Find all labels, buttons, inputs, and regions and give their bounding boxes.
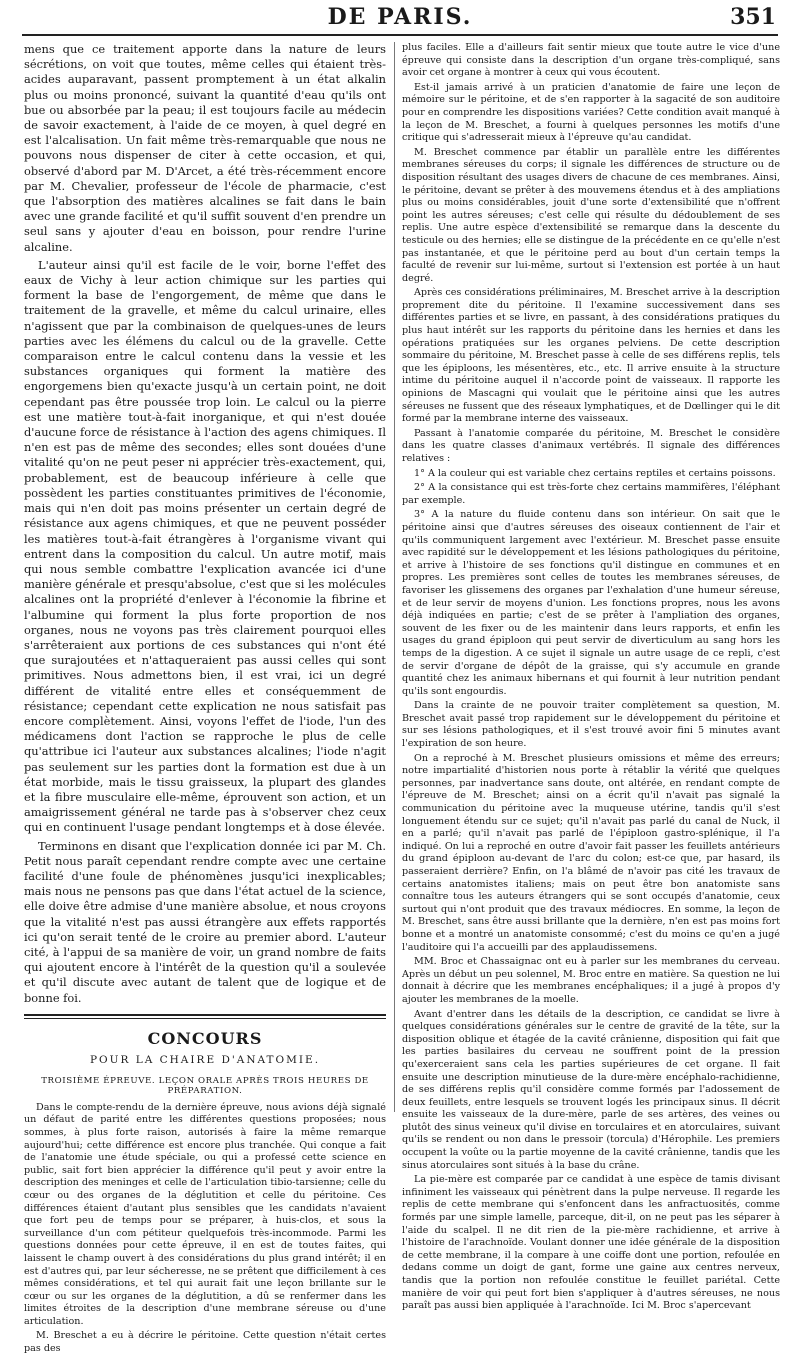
paragraph: La pie-mère est comparée par ce candidat à une espèce de tamis divisant infiniment les vaisseaux qui pénètrent dans la pulpe nerveuse. Il regarde les replis de cette membrane qui s'enfoncent dans les anfractuosités, comme formés par une simple lamelle, parceque, dit-il, on ne peut pas les séparer à l'aide du scalpel. Il ne dit rien de la pie-mère rachidienne, et arrive à l'histoire de l'arachnoïde. Voulant donner une idée générale de la disposition de cette membrane, il la compare à une coiffe dont une portion, refoulée en dedans comme un doigt de gant, forme une gaine aux centres nerveux, tandis que la portion non refoulée constitue le feuillet pariétal. Cette manière de voir qui peut fort bien s'appliquer à d'autres séreuses, ne nous paraît pas aussi bien appliquée à l'arachnoïde. Ici M. Broc s'apercevant bbox=[402, 1174, 780, 1312]
paragraph: M. Breschet commence par établir un parallèle entre les différentes membranes séreuses du corps; il signale les différences de structure ou de disposition résultant des usages divers de chacune de ces membranes. Ainsi, le péritoine, devant se prêter à des mouvemens étendus et à des ampliations plus ou moins considérables, jouit d'une sorte d'extensibilité que n'offrent point les autres séreuses; c'est celle qui résulte du dédoublement de ses replis. Une autre espèce d'extensibilité se remarque dans la descente du testicule ou des hernies; elle se distingue de la précédente en ce qu'elle n'est pas instantanée, et que le péritoine perd au bout d'un certain temps la faculté de revenir sur lui-même, surtout si l'extension est portée à un haut degré. bbox=[402, 146, 780, 284]
paragraph: Passant à l'anatomie comparée du péritoine, M. Breschet le considère dans les quatre classes d'animaux vertébrés. Il signale des différences relatives : bbox=[402, 427, 780, 464]
left-column bbox=[24, 42, 386, 1355]
paragraph: MM. Broc et Chassaignac ont eu à parler sur les membranes du cerveau. Après un début un peu solennel, M. Broc entre en matière. Sa question ne lui donnait à décrire que les membranes encéphaliques; il a jugé à propos d'y ajouter les membranes de la moelle. bbox=[402, 956, 780, 1005]
page-number: 351 bbox=[730, 4, 776, 30]
section-rule bbox=[24, 1018, 386, 1019]
column-divider bbox=[394, 42, 395, 1112]
right-column bbox=[402, 42, 780, 1312]
list-item: 3° A la nature du fluide contenu dans son intérieur. On sait que le péritoine ainsi que d'autres séreuses des oiseaux contiennent de l'air et qu'ils communiquent largement avec l'extérieur. M. Breschet passe ensuite avec rapidité sur le développement et les lésions pathologiques du péritoine, et arrive à l'histoire de ses fonctions qu'il distingue en communes et en propres. Les premières sont celles de toutes les membranes séreuses, de favoriser les glissemens des organes par l'exhalation d'une humeur séreuse, et de leur servir de moyens d'union. Les fonctions propres, nous les avons déjà indiquées en partie; c'est de se prêter à l'ampliation des organes, souvent de les fixer ou de les maintenir dans leurs rapports, et enfin les usages du grand épiploon qui peut servir de diverticulum au sang hors les temps de la digestion. A ce sujet il signale un autre usage de ce repli, c'est de servir d'organe de dépôt de la graisse, qui s'y accumule en grande quantité chez les animaux hibernans et qui fournit à leur nutrition pendant qu'ils sont engourdis. bbox=[402, 509, 780, 697]
list-item: 1° A la couleur qui est variable chez certains reptiles et certains poissons. bbox=[414, 467, 776, 479]
page-header bbox=[0, 0, 800, 36]
paragraph: M. Breschet a eu à décrire le péritoine. Cette question n'était certes pas des bbox=[24, 1330, 386, 1355]
paragraph: Est-il jamais arrivé à un praticien d'anatomie de faire une leçon de mémoire sur le péritoine, et de s'en rapporter à la sagacité de son auditoire pour en comprendre les dispositions variées? Cette condition avait manqué à la leçon de M. Breschet, a fourni à quelques personnes les motifs d'une critique qui s'adresserait mieux à l'épreuve qu'au candidat. bbox=[402, 81, 780, 144]
section-title: CONCOURS bbox=[147, 1028, 263, 1048]
paragraph: On a reproché à M. Breschet plusieurs omissions et même des erreurs; notre impartialité d'historien nous porte à rétablir la vérité que quelques personnes, par inadvertance sans doute, ont altérée, en rendant compte de l'épreuve de M. Breschet; ainsi on a écrit qu'il n'avait pas signalé la communication du péritoine avec la muqueuse utérine, tandis qu'il s'est longuement étendu sur ce sujet; qu'il n'avait pas parlé du canal de Nuck, il en a parlé; qu'il n'avait pas parlé de l'épiploon gastro-splénique, il l'a indiqué. On lui a reproché en outre d'avoir fait passer les feuillets antérieurs du grand épiploon au-devant de l'arc du colon; est-ce que, par hasard, ils passeraient derrière? Enfin, on l'a blâmé de n'avoir pas cité les travaux de certains anatomistes italiens; mais on peut être bon anatomiste sans connaître tous les auteurs étrangers qui se sont occupés d'anatomie, ceux surtout qui n'ont produit que des travaux médiocres. En somme, la leçon de M. Breschet, sans être aussi brillante que la dernière, n'en est pas moins fort bonne et a montré un anatomiste consommé; c'est du moins ce qu'en a jugé l'auditoire qui l'a accueilli par des applaudissemens. bbox=[402, 752, 780, 953]
section-rule bbox=[24, 1014, 386, 1016]
running-title: DE PARIS. bbox=[327, 4, 473, 30]
section-subtitle: POUR LA CHAIRE D'ANATOMIE. bbox=[89, 1053, 321, 1066]
paragraph: Avant d'entrer dans les détails de la description, ce candidat se livre à quelques considérations générales sur le centre de gravité de la tête, sur la disposition oblique et étagée de la cavité crânienne, disposition qui fait que les parties basilaires du cerveau ne souffrent point de la pression qu'exerceraient sans cela les parties supérieures de cet organe. Il fait ensuite une description minutieuse de la dure-mère encéphalo-rachidienne, de ses différens replis qu'il considère comme formés par l'adossement de deux feuillets, entre lesquels se trouvent logés les principaux sinus. Il décrit ensuite les vaisseaux de la dure-mère, parle de ses artères, des veines ou plutôt des sinus veineux qu'il divise en torculaires et en atorculaires, suivant qu'ils se rendent ou non dans le pressoir (torcula) d'Hérophile. Les premiers occupent la voûte ou la partie moyenne de la cavité crânienne, tandis que les sinus atorculaires sont situés à la base du crâne. bbox=[402, 1008, 780, 1171]
paragraph: mens que ce traitement apporte dans la nature de leurs sécrétions, on voit que toutes, même celles qui étaient très-acides auparavant, passent promptement à un état alkalin plus ou moins prononcé, suivant la quantité d'eau qu'ils ont bue ou absorbée par la peau; il est toujours facile au médecin de savoir exactement, à l'aide de ce moyen, à quel degré en est l'alcalisation. Un fait même très-remarquable que nous ne pouvons nous dispenser de citer à cette occasion, et qui, observé d'abord par M. D'Arcet, a été très-récemment encore par M. Chevalier, professeur de l'école de pharmacie, c'est que l'absorption des matières alcalines se fait dans le bain avec une grande facilité et qu'il suffit souvent d'en prendre un seul sans y ajouter d'eau en boisson, pour rendre l'urine alcaline. bbox=[24, 42, 386, 254]
paragraph: Dans la crainte de ne pouvoir traiter complètement sa question, M. Breschet avait passé trop rapidement sur le développement du péritoine et sur ses lésions pathologiques, et il s'est trouvé avoir fini 5 minutes avant l'expiration de son heure. bbox=[402, 700, 780, 750]
paragraph: plus faciles. Elle a d'ailleurs fait sentir mieux que toute autre le vice d'une épreuve qui consiste dans la description d'un organe très-compliqué, sans avoir cet organe à montrer à ceux qui vous écoutent. bbox=[402, 42, 780, 79]
list-item: 2° A la consistance qui est très-forte chez certains mammifères, l'éléphant par exemple. bbox=[402, 482, 780, 506]
paragraph: Dans le compte-rendu de la dernière épreuve, nous avions déjà signalé un défaut de parité entre les différentes questions proposées; nous sommes, à plus forte raison, autorisés à faire la même remarque aujourd'hui; cette différence est encore plus tranchée. Qui conque a fait de l'anatomie une étude spéciale, ou qui a professé cette science en public, sait fort bien apprécier la différence qu'il peut y avoir entre la description des meninges et celle de l'articulation tibio-tarsienne; celle du cœur ou des organes de la déglutition et celle du péritoine. Ces différences étaient d'autant plus sensibles que les candidats n'avaient que fort peu de temps pour se préparer, à huis-clos, et sous la surveillance d'un com pétiteur quelquefois très-incommode. Parmi les questions données pour cette épreuve, il en est de toutes faites, qui laissent le champ ouvert à des considérations du plus grand intérêt; il en est d'autres qui, par leur sécheresse, ne se prêtent que difficilement à ces mêmes considérations, et tel qui aurait fait une leçon brillante sur le cœur ou sur les organes de la déglutition, a dû se renfermer dans les limites étroites de la description d'une membrane séreuse ou d'une articulation. bbox=[24, 1101, 386, 1327]
header-rule bbox=[22, 34, 778, 36]
section-caption: TROISIÈME ÉPREUVE. LEÇON ORALE APRÈS TROIS HEURES DE PRÉPARATION. bbox=[41, 1075, 369, 1096]
paragraph: Après ces considérations préliminaires, M. Breschet arrive à la description proprement dite du péritoine. Il l'examine successivement dans ses différentes parties et se livre, en passant, à des considérations pratiques du plus haut intérêt sur les rapports du péritoine dans les hernies et dans les opérations pratiquées sur les organes pelviens. De cette description sommaire du péritoine, M. Breschet passe à celle de ses différens replis, tels que les épiploons, les mésentères, etc., etc. Il arrive ensuite à la structure intime du péritoine auquel il n'accorde point de vaisseaux. Il rapporte les opinions de Mascagni qui voulait que le péritoine ainsi que les autres séreuses ne fussent que des réseaux lymphatiques, et de Dœllinger qui le dit formé par la membrane interne des vaisseaux. bbox=[402, 287, 780, 425]
paragraph: Terminons en disant que l'explication donnée ici par M. Ch. Petit nous paraît cependant rendre compte avec une certaine facilité d'une foule de phénomènes jusqu'ici inexplicables; mais nous ne pensons pas que dans l'état actuel de la science, elle doive être admise d'une manière absolue, et nous croyons que la vitalité n'est pas aussi étrangère aux effets rapportés ici qu'on serait tenté de le croire au premier abord. L'auteur cité, à l'appui de sa manière de voir, un grand nombre de faits qui ajoutent encore à l'intérêt de la question qu'il a soulevée et qu'il discute avec autant de talent que de logique et de bonne foi. bbox=[24, 838, 386, 1005]
paragraph: L'auteur ainsi qu'il est facile de le voir, borne l'effet des eaux de Vichy à leur action chimique sur les parties qui forment la base de l'engorgement, de même que dans le traitement de la gravelle, et même du calcul urinaire, elles n'agissent que par la combinaison de quelques-unes de leurs parties avec les élémens du calcul ou de la gravelle. Cette comparaison entre le calcul contenu dans la vessie et les substances organiques qui forment la matière des engorgemens bien qu'exacte jusqu'à un certain point, ne doit cependant pas être poussée trop loin. Le calcul ou la pierre est une matière tout-à-fait inorganique, et qui n'est douée d'aucune force de résistance à l'action des agens chimiques. Il n'en est pas de même des secondes; elles sont douées d'une vitalité qu'on ne peut peser ni apprécier très-exactement, qui, probablement, est de beaucoup inférieure à celle que possèdent les parties constituantes primitives de l'économie, mais qui n'en doit pas moins présenter un certain degré de résistance aux agens chimiques, et que ne peuvent posséder les matières tout-à-fait étrangères à l'organisme vivant qui entrent dans la composition du calcul. Un autre motif, mais qui nous semble combattre l'explication avancée ici d'une manière générale et presqu'absolue, c'est que si les molécules alcalines ont la propriété d'enlever à l'économie la fibrine et l'albumine qui forment la plus forte proportion de nos organes, nous ne voyons pas très clairement pourquoi elles s'arrêteraient aux portions de ces substances qui n'ont été que surajoutées et n'attaqueraient pas aussi celles qui sont primitives. Nous admettons bien, il est vrai, ici un degré différent de vitalité entre elles et conséquemment de résistance; cependant cette explication ne nous satisfait pas encore complètement. Ainsi, voyons l'effet de l'iode, l'un des médicamens dont l'action se rapproche le plus de celle qu'attribue ici l'auteur aux substances alcalines; l'iode n'agit pas seulement sur les parties dont la formation est due à un état morbide, mais le tissu graisseux, la plupart des glandes et la fibre musculaire elle-même, éprouvent son action, et un amaigrissement général ne tarde pas à s'observer chez ceux qui en continuent l'usage pendant longtemps et à dose élevée. bbox=[24, 257, 386, 835]
